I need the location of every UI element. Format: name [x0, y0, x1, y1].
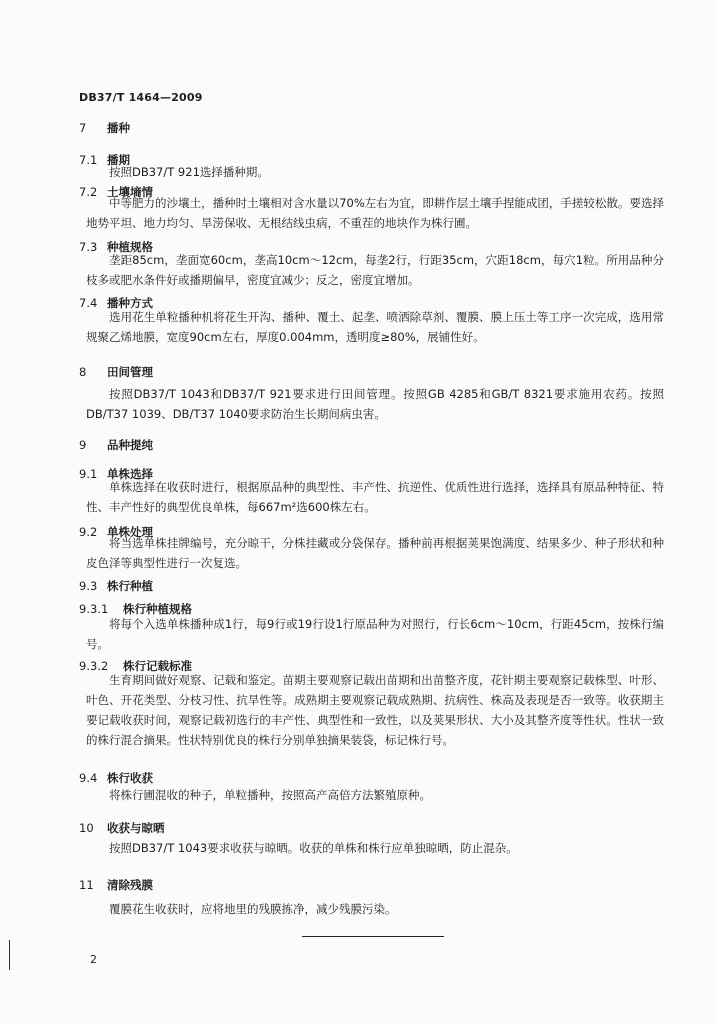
- paragraph: 覆膜花生收获时，应将地里的残膜拣净，减少残膜污染。: [109, 902, 397, 916]
- section-heading: [79, 364, 659, 380]
- section-heading: [79, 877, 659, 893]
- paragraph: 按照DB37/T 921选择播种期。: [109, 165, 269, 179]
- section-heading: [79, 437, 659, 453]
- section-title: 株行记载标准: [123, 659, 192, 673]
- section-number: 7.4: [79, 296, 98, 310]
- footer-divider: [302, 936, 444, 937]
- binding-mark: [9, 940, 10, 970]
- section-title: 清除残膜: [107, 878, 153, 892]
- page-number: 2: [90, 953, 97, 966]
- section-title: 品种提纯: [107, 438, 153, 452]
- section-title: 收获与晾晒: [107, 821, 165, 835]
- section-number: 9.3: [79, 579, 98, 593]
- subsection-heading: [79, 770, 659, 786]
- paragraph: 将株行圃混收的种子，单粒播种，按照高产高倍方法繁殖原种。: [109, 788, 431, 802]
- paragraph: 按照DB37/T 1043要求收获与晾晒。收获的单株和株行应单独晾晒，防止混杂。: [109, 841, 518, 855]
- section-number: 9.3.2: [79, 659, 109, 673]
- paragraph: 将每个入选单株播种成1行，每9行或19行设1行原品种为对照行，行长6cm～10cm，行距45cm，按株行编号。: [86, 617, 664, 651]
- paragraph: 将当选单株挂牌编号，充分晾干，分株挂藏或分袋保存。播种前再根据荚果饱满度、结果多少、种子形状和种皮色泽等典型性进行一次复选。: [86, 536, 664, 570]
- section-number: 7: [79, 121, 87, 135]
- section-title: 单株选择: [107, 467, 153, 481]
- section-title: 田间管理: [107, 365, 153, 379]
- section-number: 11: [79, 878, 94, 892]
- subsection-heading: [79, 578, 659, 594]
- paragraph: 选用花生单粒播种机将花生开沟、播种、覆土、起垄、喷洒除草剂、覆膜、膜上压土等工序一次完成，选用常规聚乙烯地膜，宽度90cm左右，厚度0.004mm，透明度≥80%，展铺性好。: [86, 310, 664, 344]
- section-number: 9: [79, 438, 87, 452]
- section-title: 株行收获: [107, 771, 153, 785]
- document-code: DB37/T 1464—2009: [79, 91, 203, 104]
- section-title: 播期: [107, 153, 130, 167]
- section-title: 土壤墒情: [107, 185, 153, 199]
- section-title: 播种: [107, 121, 130, 135]
- section-number: 9.1: [79, 467, 98, 481]
- section-number: 7.2: [79, 185, 98, 199]
- section-number: 9.2: [79, 525, 98, 539]
- section-title: 播种方式: [107, 296, 153, 310]
- section-title: 单株处理: [107, 525, 153, 539]
- section-number: 9.3.1: [79, 602, 109, 616]
- paragraph: 垄距85cm，垄面宽60cm，垄高10cm～12cm，每垄2行，行距35cm，穴距18cm，每穴1粒。所用品种分枝多或肥水条件好或播期偏早，密度宜减少；反之，密度宜增加。: [86, 253, 664, 287]
- paragraph: 按照DB37/T 1043和DB37/T 921要求进行田间管理。按照GB 4285和GB/T 8321要求施用农药。按照DB/T37 1039、DB/T37 1040要求防治生长期间病虫害。: [86, 387, 664, 421]
- section-number: 9.4: [79, 771, 98, 785]
- section-heading: [79, 120, 659, 136]
- section-number: 7.1: [79, 153, 98, 167]
- section-title: 株行种植: [107, 579, 153, 593]
- paragraph: 单株选择在收获时进行，根据原品种的典型性、丰产性、抗逆性、优质性进行选择，选择具有原品种特征、特性、丰产性好的典型优良单株，每667m²选600株左右。: [86, 480, 664, 514]
- section-title: 株行种植规格: [123, 602, 192, 616]
- paragraph: 生育期间做好观察、记载和鉴定。苗期主要观察记载出苗期和出苗整齐度，花针期主要观察记载株型、叶形、叶色、开花类型、分枝习性、抗旱性等。成熟期主要观察记载成熟期、抗病性、株高及表现是否一致等。收获期主要记载收获时间，观察记载初选行的丰产性、典型性和一致性，以及荚果形状、大小及其整齐度等性状。性状一致的株行混合摘果。性状特别优良的株行分别单独摘果装袋，标记株行号。: [86, 673, 664, 747]
- section-heading: [79, 820, 659, 836]
- section-number: 7.3: [79, 240, 98, 254]
- section-number: 8: [79, 365, 87, 379]
- section-number: 10: [79, 821, 94, 835]
- section-title: 种植规格: [107, 240, 153, 254]
- paragraph: 中等肥力的沙壤土，播种时土壤相对含水量以70%左右为宜，即耕作层土壤手捏能成团，手搓较松散。要选择地势平坦、地力均匀、旱涝保收、无根结线虫病，不重茬的地块作为株行圃。: [86, 196, 664, 230]
